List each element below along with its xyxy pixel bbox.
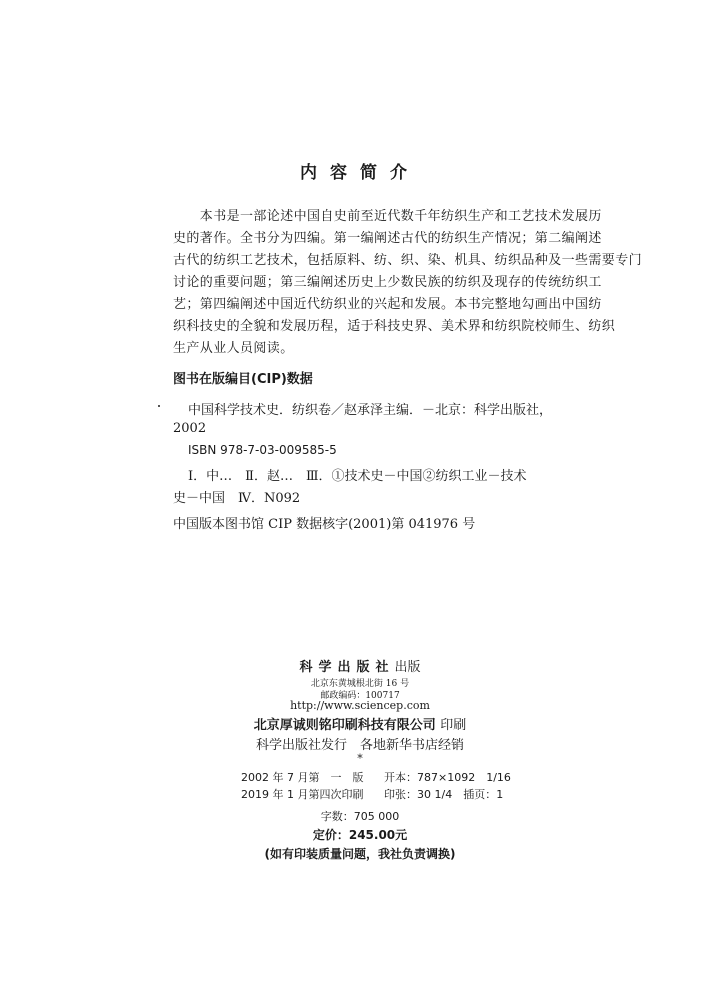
scan-mark [158, 405, 160, 407]
synopsis-line: 古代的纺织工艺技术，包括原料、纺、织、染、机具、纺织品种及一些需要专门 [173, 253, 643, 268]
cip-classification-line: 史－中国 Ⅳ．N092 [173, 491, 301, 506]
cip-record-line: 中国科学技术史．纺织卷／赵承泽主编．－北京：科学出版社， [188, 403, 553, 418]
word-count: 字数：705 000 [320, 810, 400, 823]
cip-classification-line: Ⅰ．中… Ⅱ．赵… Ⅲ．①技术史－中国②纺织工业－技术 [188, 469, 527, 484]
print-run: 2019 年 1 月第四次印刷 [241, 788, 364, 801]
distribution-line: 科学出版社发行 各地新华书店经销 [255, 738, 464, 753]
publisher-postcode: 邮政编码：100717 [320, 691, 400, 701]
publisher-line [0, 656, 720, 675]
printer-line [0, 714, 720, 733]
cip-verification: 中国版本图书馆 CIP 数据核字(2001)第 041976 号 [173, 517, 476, 532]
synopsis-line: 生产从业人员阅读。 [173, 341, 294, 356]
synopsis-line: 讨论的重要问题；第三编阐述历史上少数民族的纺织及现存的传统纺织工 [173, 275, 602, 290]
cip-isbn: ISBN 978-7-03-009585-5 [188, 443, 337, 457]
publisher-address: 北京东黄城根北街 16 号 [310, 679, 410, 689]
book-format: 开本：787×1092 1/16 [384, 771, 511, 784]
publisher-suffix: 出版 [394, 660, 421, 675]
price: 定价：245.00元 [312, 828, 408, 842]
quality-note: (如有印装质量问题，我社负责调换) [264, 847, 456, 861]
separator-star: * [357, 752, 363, 765]
printer-name: 北京厚诚则铭印刷科技有限公司 [253, 718, 436, 733]
synopsis-line: 织科技史的全貌和发展历程，适于科技史界、美术界和纺织院校师生、纺织 [173, 319, 616, 334]
sheet-count: 印张：30 1/4 插页：1 [384, 788, 504, 801]
cip-heading: 图书在版编目(CIP)数据 [173, 372, 313, 387]
cip-record-line: 2002 [173, 421, 207, 436]
synopsis-line: 史的著作。全书分为四编。第一编阐述古代的纺织生产情况；第二编阐述 [173, 231, 602, 246]
synopsis-line: 本书是一部论述中国自史前至近代数千年纺织生产和工艺技术发展历 [173, 209, 602, 224]
printer-suffix: 印刷 [440, 718, 467, 733]
page-title: 内容简介 [300, 163, 420, 183]
publisher-name: 科学出版社 [299, 660, 395, 675]
publisher-url: http://www.sciencep.com [290, 699, 430, 712]
first-edition: 2002 年 7 月第 一 版 [241, 771, 364, 784]
synopsis-line: 艺；第四编阐述中国近代纺织业的兴起和发展。本书完整地勾画出中国纺 [173, 297, 602, 312]
